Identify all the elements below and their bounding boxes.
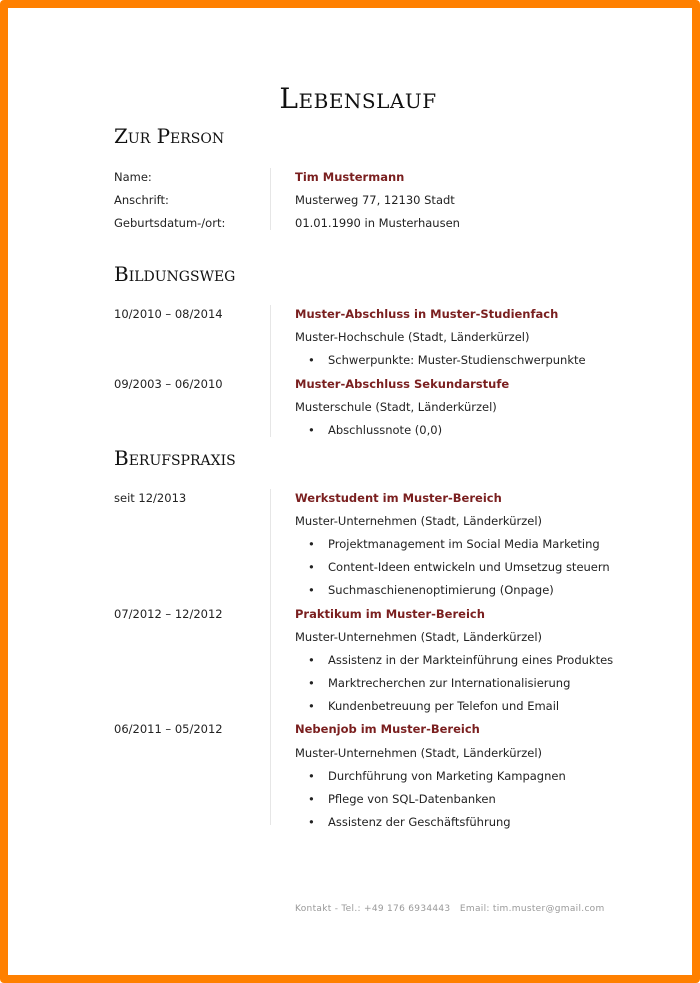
divider-education xyxy=(270,305,271,437)
career-bullet: Kundenbetreuung per Telefon und Email xyxy=(328,699,560,713)
label-birth: Geburtsdatum-/ort: xyxy=(114,216,226,230)
career-date: 07/2012 – 12/2012 xyxy=(114,607,223,621)
bullet-icon: • xyxy=(308,537,315,551)
value-birth: 01.01.1990 in Musterhausen xyxy=(295,216,460,230)
career-bullet: Marktrecherchen zur Internationalisierung xyxy=(328,676,571,690)
career-bullet: Projektmanagement im Social Media Marketing xyxy=(328,537,600,551)
career-bullet: Pflege von SQL-Datenbanken xyxy=(328,792,496,806)
career-title: Nebenjob im Muster-Bereich xyxy=(295,722,480,736)
education-bullet: Schwerpunkte: Muster-Studienschwerpunkte xyxy=(328,353,586,367)
career-date: seit 12/2013 xyxy=(114,491,187,505)
career-date: 06/2011 – 05/2012 xyxy=(114,722,223,736)
bullet-icon: • xyxy=(308,792,315,806)
label-address: Anschrift: xyxy=(114,193,169,207)
bullet-icon: • xyxy=(308,815,315,829)
career-company: Muster-Unternehmen (Stadt, Länderkürzel) xyxy=(295,630,543,644)
education-institution: Musterschule (Stadt, Länderkürzel) xyxy=(295,400,497,414)
education-date: 10/2010 – 08/2014 xyxy=(114,307,223,321)
career-bullet: Suchmaschienenoptimierung (Onpage) xyxy=(328,583,554,597)
bullet-icon: • xyxy=(308,583,315,597)
bullet-icon: • xyxy=(308,699,315,713)
divider-career xyxy=(270,489,271,825)
bullet-icon: • xyxy=(308,676,315,690)
career-bullet: Durchführung von Marketing Kampagnen xyxy=(328,769,566,783)
bullet-icon: • xyxy=(308,353,315,367)
education-title: Muster-Abschluss in Muster-Studienfach xyxy=(295,307,559,321)
career-company: Muster-Unternehmen (Stadt, Länderkürzel) xyxy=(295,746,543,760)
career-bullet: Assistenz der Geschäftsführung xyxy=(328,815,511,829)
education-title: Muster-Abschluss Sekundarstufe xyxy=(295,377,510,391)
career-company: Muster-Unternehmen (Stadt, Länderkürzel) xyxy=(295,514,543,528)
education-institution: Muster-Hochschule (Stadt, Länderkürzel) xyxy=(295,330,530,344)
section-heading-education: Bildungsweg xyxy=(114,262,236,286)
career-bullet: Content-Ideen entwickeln und Umsetzug steuern xyxy=(328,560,610,574)
section-heading-career: Berufspraxis xyxy=(114,446,236,470)
document-title: Lebenslauf xyxy=(279,82,437,115)
divider-person xyxy=(270,168,271,230)
bullet-icon: • xyxy=(308,560,315,574)
career-title: Praktikum im Muster-Bereich xyxy=(295,607,485,621)
section-heading-person: Zur Person xyxy=(114,124,225,148)
career-title: Werkstudent im Muster-Bereich xyxy=(295,491,502,505)
bullet-icon: • xyxy=(308,769,315,783)
value-address: Musterweg 77, 12130 Stadt xyxy=(295,193,455,207)
education-bullet: Abschlussnote (0,0) xyxy=(328,423,443,437)
education-date: 09/2003 – 06/2010 xyxy=(114,377,223,391)
bullet-icon: • xyxy=(308,423,315,437)
label-name: Name: xyxy=(114,170,152,184)
footer-contact: Kontakt - Tel.: +49 176 6934443 Email: tim.muster@gmail.com xyxy=(295,904,605,914)
bullet-icon: • xyxy=(308,653,315,667)
career-bullet: Assistenz in der Markteinführung eines Produktes xyxy=(328,653,614,667)
value-name: Tim Mustermann xyxy=(295,170,405,184)
